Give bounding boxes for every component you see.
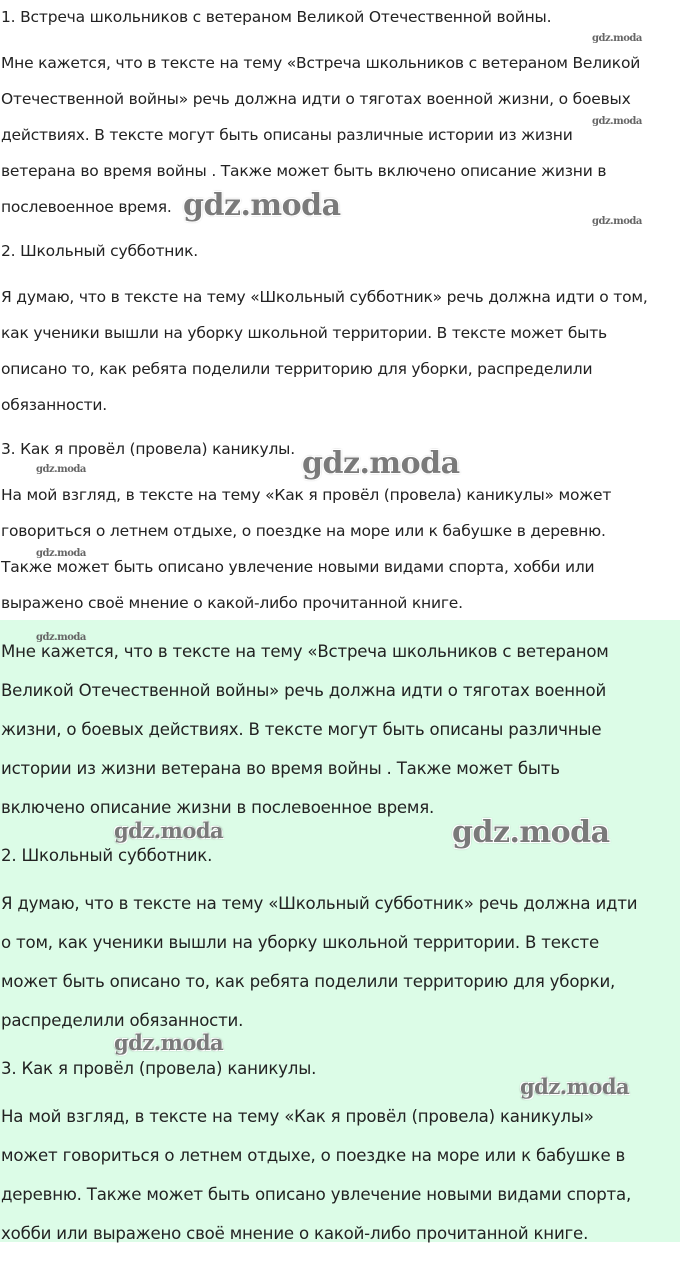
text-line: 1. Встреча школьников с ветераном Великой Отечественной войны.: [1, 8, 552, 26]
text-line: Великой Отечественной войны» речь должна идти о тяготах военной: [1, 681, 607, 700]
text-line: обязанности.: [1, 396, 108, 414]
text-line: может говориться о летнем отдыхе, о поездке на море или к бабушке в: [1, 1146, 626, 1165]
text-line: ветерана во время войны . Также может быть включено описание жизни в: [1, 162, 607, 180]
text-line: 2. Школьный субботник.: [1, 846, 213, 865]
bottom-text-block: [0, 620, 680, 1242]
watermark: gdz.moda: [36, 464, 86, 475]
text-line: может быть описано то, как ребята поделили территорию для уборки,: [1, 972, 616, 991]
watermark: gdz.moda: [592, 216, 642, 227]
watermark: gdz.moda: [36, 548, 86, 559]
watermark: gdz.moda: [114, 818, 224, 843]
text-line: 3. Как я провёл (провела) каникулы.: [1, 440, 295, 458]
text-line: включено описание жизни в послевоенное время.: [1, 798, 435, 817]
top-text-block: [0, 0, 680, 620]
text-line: выражено своё мнение о какой-либо прочитанной книге.: [1, 594, 463, 612]
text-line: 3. Как я провёл (провела) каникулы.: [1, 1059, 317, 1078]
text-line: 2. Школьный субботник.: [1, 242, 198, 260]
watermark: gdz.moda: [592, 116, 642, 127]
text-line: истории из жизни ветерана во время войны . Также может быть: [1, 759, 560, 778]
text-line: как ученики вышли на уборку школьной территории. В тексте может быть: [1, 324, 607, 342]
text-line: На мой взгляд, в тексте на тему «Как я провёл (провела) каникулы» может: [1, 486, 612, 504]
text-line: На мой взгляд, в тексте на тему «Как я провёл (провела) каникулы»: [1, 1107, 594, 1126]
text-line: Мне кажется, что в тексте на тему «Встреча школьников с ветераном: [1, 642, 609, 661]
watermark: gdz.moda: [520, 1074, 630, 1099]
text-line: описано то, как ребята поделили территорию для уборки, распределили: [1, 360, 593, 378]
text-line: жизни, о боевых действиях. В тексте могут быть описаны различные: [1, 720, 602, 739]
watermark: gdz.moda: [592, 33, 642, 44]
watermark: gdz.moda: [183, 188, 341, 223]
watermark: gdz.moda: [302, 446, 460, 481]
text-line: о том, как ученики вышли на уборку школьной территории. В тексте: [1, 933, 599, 952]
text-line: хобби или выражено своё мнение о какой-либо прочитанной книге.: [1, 1224, 589, 1243]
text-line: Также может быть описано увлечение новыми видами спорта, хобби или: [1, 558, 595, 576]
watermark: gdz.moda: [452, 815, 610, 850]
watermark: gdz.moda: [36, 632, 86, 643]
text-line: действиях. В тексте могут быть описаны различные истории из жизни: [1, 126, 573, 144]
text-line: говориться о летнем отдыхе, о поездке на море или к бабушке в деревню.: [1, 522, 606, 540]
text-line: Отечественной войны» речь должна идти о тяготах военной жизни, о боевых: [1, 90, 631, 108]
text-line: деревню. Также может быть описано увлечение новыми видами спорта,: [1, 1185, 632, 1204]
text-line: Я думаю, что в тексте на тему «Школьный субботник» речь должна идти: [1, 894, 638, 913]
text-line: распределили обязанности.: [1, 1011, 244, 1030]
watermark: gdz.moda: [114, 1030, 224, 1055]
text-line: Я думаю, что в тексте на тему «Школьный субботник» речь должна идти о том,: [1, 288, 648, 306]
text-line: послевоенное время.: [1, 198, 172, 216]
text-line: Мне кажется, что в тексте на тему «Встреча школьников с ветераном Великой: [1, 54, 641, 72]
